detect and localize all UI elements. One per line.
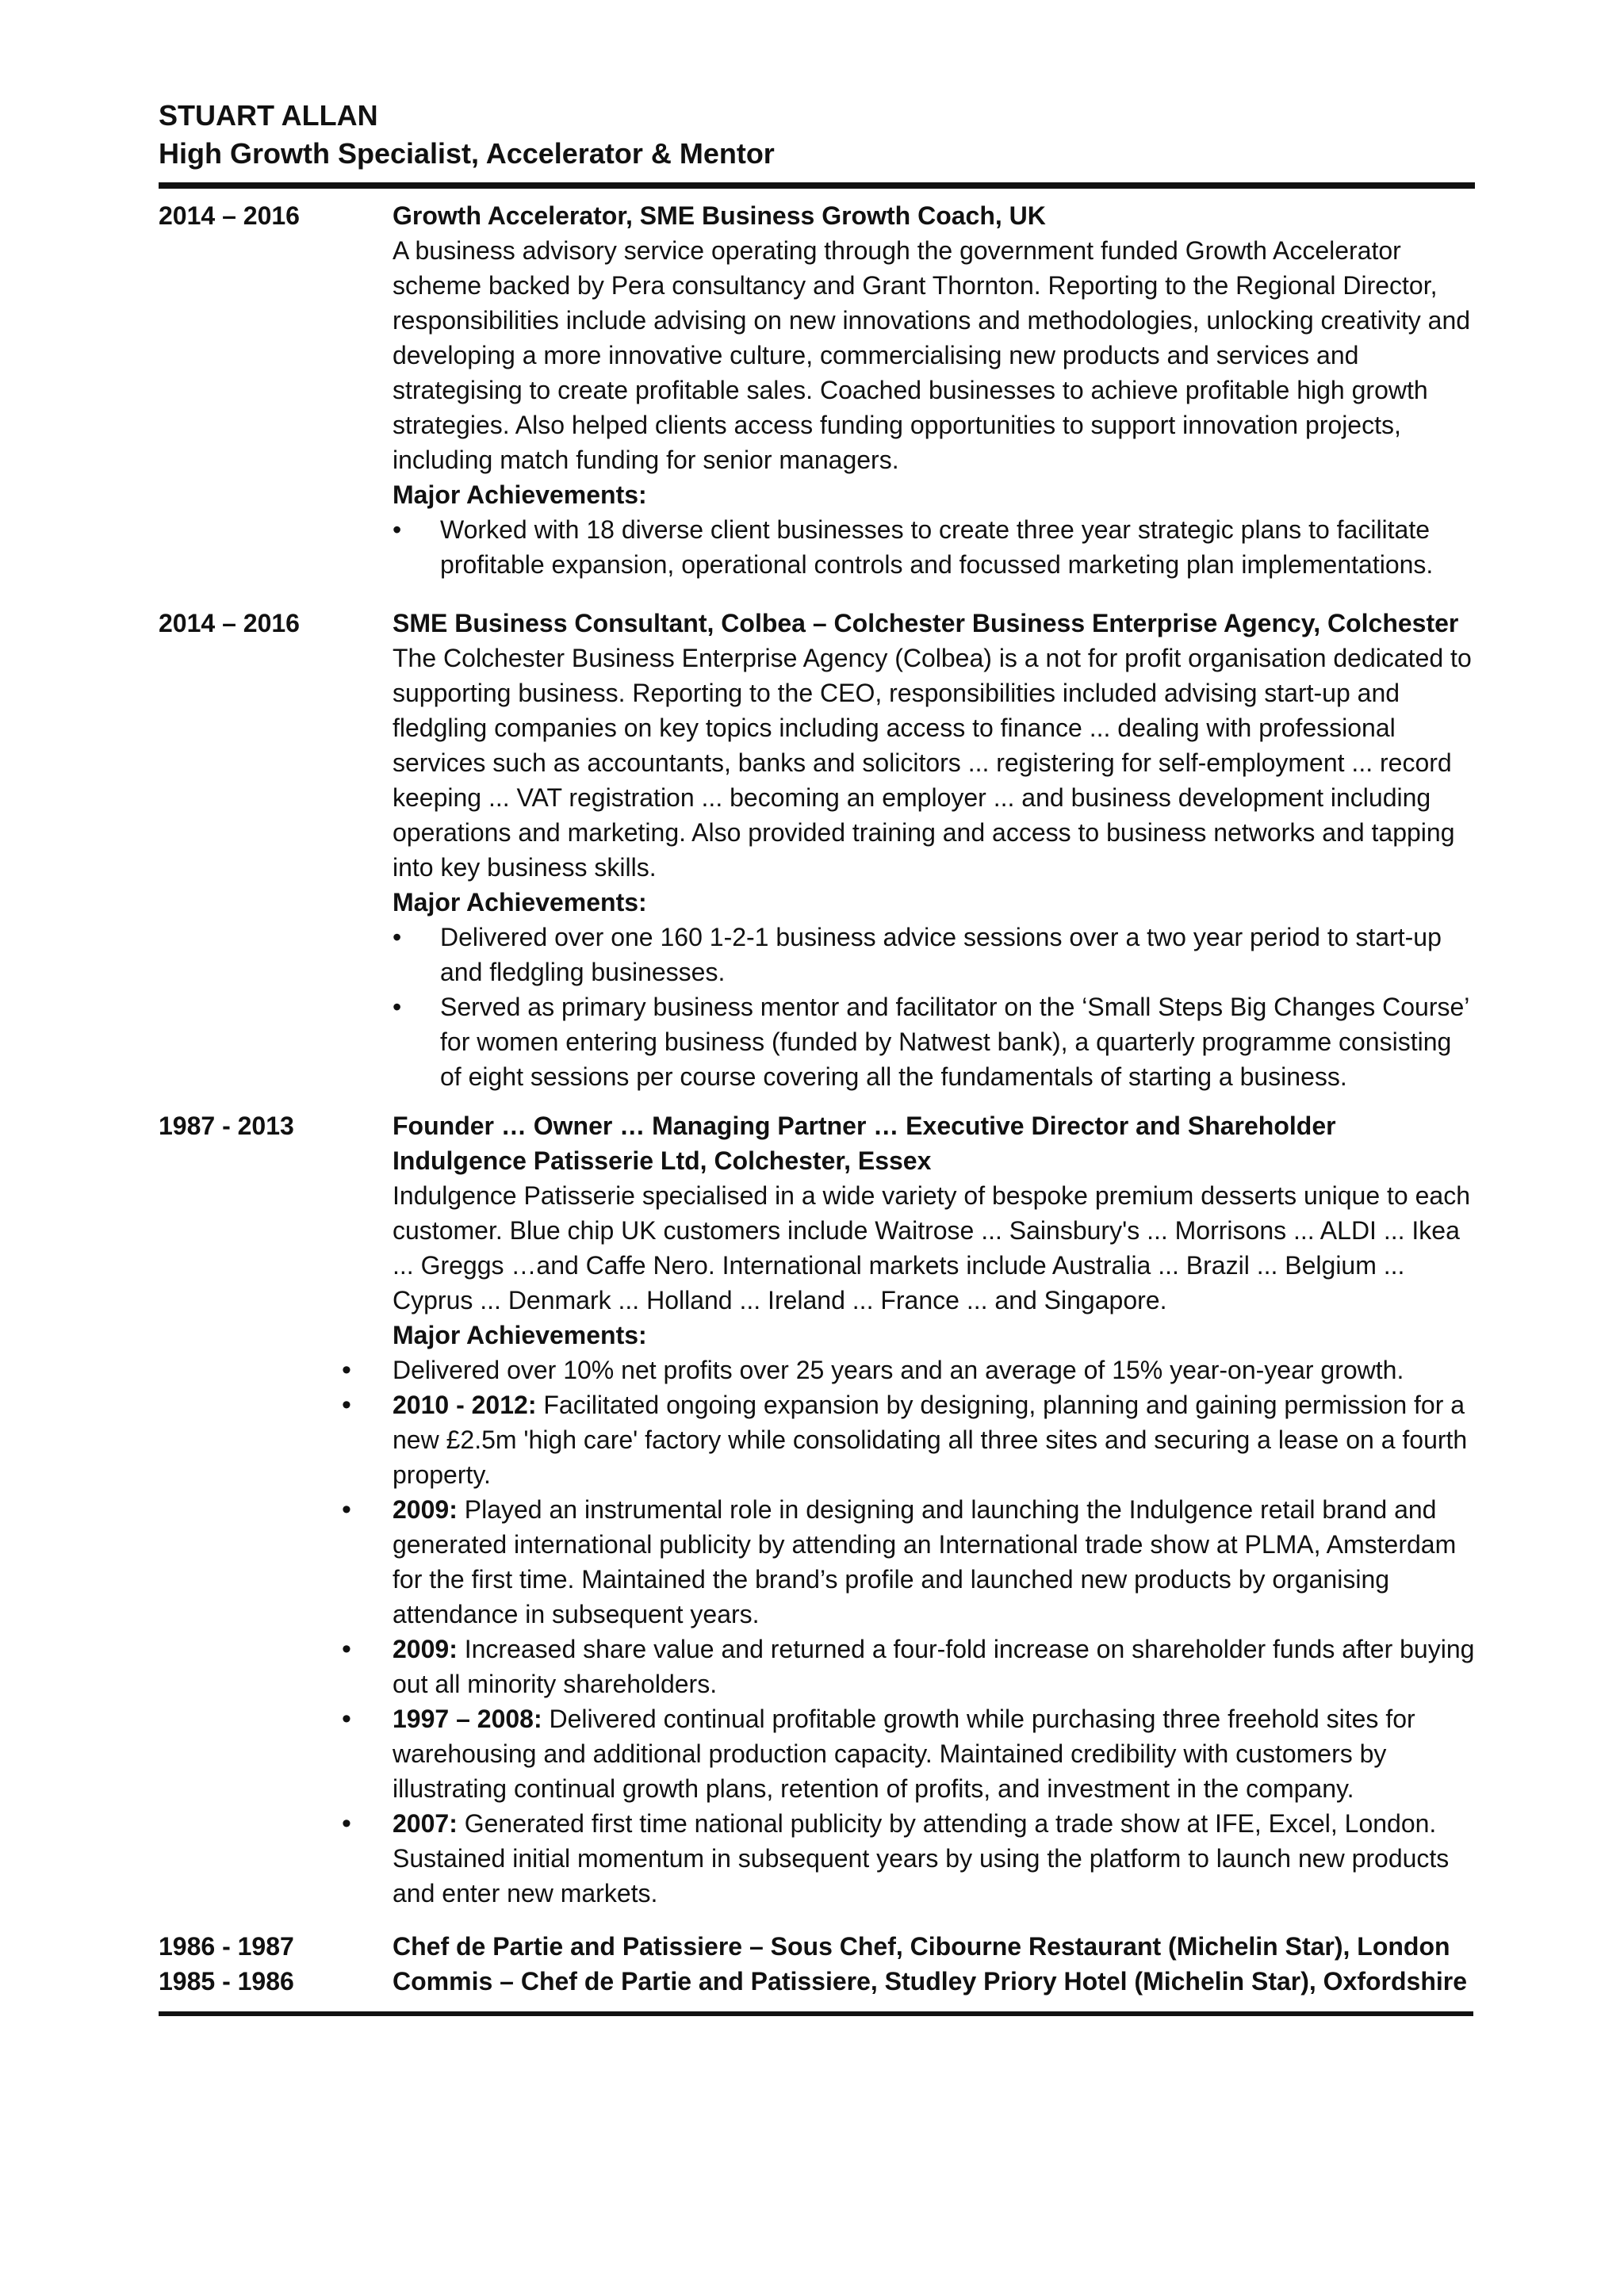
candidate-name: STUART ALLAN <box>159 99 378 132</box>
entry-role: Growth Accelerator, SME Business Growth Coach, UK <box>393 201 1046 230</box>
entry-body <box>393 1929 1479 1999</box>
achievements-label: Major Achievements: <box>393 888 647 916</box>
entry-description: A business advisory service operating through the government funded Growth Accelerator scheme backed by Pera consultancy and Grant Thornton. Reporting to the Regional Director, responsibilities include advising on new innovations and methodologies, unlocking creativity and developing a more innovative culture, commercialising new products and services and strategising to create profitable sales. Coached businesses to achieve profitable high growth strategies. Also helped clients access funding opportunities to support innovation projects, including match funding for senior managers. <box>393 236 1471 474</box>
resume-header <box>159 97 775 173</box>
achievement-text: Generated first time national publicity by attending a trade show at IFE, Excel, London. Sustained initial momentum in subsequent years by using the platform to launch new products and enter new markets. <box>393 1809 1450 1908</box>
entry-date: 1987 - 2013 <box>159 1112 294 1140</box>
chef-dates <box>159 1929 381 1999</box>
achievement-text: Increased share value and returned a four-fold increase on shareholder funds after buying out all minority shareholders. <box>393 1635 1475 1698</box>
entry-body <box>393 606 1479 1094</box>
achievement-text: Delivered over 10% net profits over 25 years and an average of 15% year-on-year growth. <box>393 1356 1404 1384</box>
entry-body <box>393 198 1479 582</box>
experience-entry <box>159 606 1475 1094</box>
achievements-list <box>393 512 1479 582</box>
entry-company: Indulgence Patisserie Ltd, Colchester, Essex <box>393 1146 932 1175</box>
achievement-text: Facilitated ongoing expansion by designing, planning and gaining permission for a new £2.5m 'high care' factory while consolidating all three sites and securing a lease on a fourth property. <box>393 1391 1468 1489</box>
experience-entry <box>159 1108 1475 1911</box>
entry-date: 2014 – 2016 <box>159 609 300 637</box>
entry-date: 2014 – 2016 <box>159 201 300 230</box>
achievements-label: Major Achievements: <box>393 480 647 509</box>
entry-description: Indulgence Patisserie specialised in a wide variety of bespoke premium desserts unique to each customer. Blue chip UK customers include Waitrose ... Sainsbury's ... Morrisons ... ALDI ... Ikea ... Greggs …and Caffe Nero. International markets include Australia ... Brazil ... Belgium ... Cyprus ... Denmark ... Holland ... Ireland ... France ... and Singapore. <box>393 1181 1470 1314</box>
entry-role: Commis – Chef de Partie and Patissiere, Studley Priory Hotel (Michelin Star), Oxfordshire <box>393 1967 1468 1996</box>
achievement-item <box>342 1632 1479 1701</box>
achievement-text: Delivered continual profitable growth while purchasing three freehold sites for warehousing and additional production capacity. Maintained credibility with customers by illustrating continual growth plans, retention of profits, and investment in the company. <box>393 1705 1415 1803</box>
entry-date: 1986 - 1987 <box>159 1932 294 1961</box>
entry-body <box>393 1108 1479 1911</box>
achievement-year: 2007: <box>393 1809 458 1838</box>
entry-role: Chef de Partie and Patissiere – Sous Chef, Cibourne Restaurant (Michelin Star), London <box>393 1932 1450 1961</box>
achievement-item <box>342 1806 1479 1911</box>
entry-role: Founder … Owner … Managing Partner … Executive Director and Shareholder <box>393 1112 1336 1140</box>
achievement-year: 2009: <box>393 1635 458 1663</box>
achievement-year: 1997 – 2008: <box>393 1705 542 1733</box>
chef-roles <box>159 1929 1475 1999</box>
entry-description: The Colchester Business Enterprise Agency (Colbea) is a not for profit organisation dedicated to supporting business. Reporting to the CEO, responsibilities included advising start-up and fledgling companies on key topics including access to finance ... dealing with professional services such as accountants, banks and solicitors ... registering for self-employment ... record keeping ... VAT registration ... becoming an employer ... and business development including operations and marketing. Also provided training and access to business networks and tapping into key business skills. <box>393 644 1472 882</box>
achievement-item <box>342 1492 1479 1632</box>
achievements-list <box>342 1353 1479 1911</box>
entry-date: 1985 - 1986 <box>159 1967 294 1996</box>
achievement-item: • Delivered over one 160 1-2-1 business advice sessions over a two year period to start-up and fledgling businesses. <box>393 920 1479 989</box>
entry-role: SME Business Consultant, Colbea – Colchester Business Enterprise Agency, Colchester <box>393 609 1459 637</box>
experience-entry <box>159 198 1475 582</box>
achievements-list <box>393 920 1479 1094</box>
achievement-item <box>342 1701 1479 1806</box>
achievement-item: • Served as primary business mentor and facilitator on the ‘Small Steps Big Changes Course’ for women entering business (funded by Natwest bank), a quarterly programme consisting of eight sessions per course covering all the fundamentals of starting a business. <box>393 989 1479 1094</box>
achievement-item: • Worked with 18 diverse client businesses to create three year strategic plans to facilitate profitable expansion, operational controls and focussed marketing plan implementations. <box>393 512 1479 582</box>
candidate-title: High Growth Specialist, Accelerator & Mentor <box>159 137 775 170</box>
achievement-text: Played an instrumental role in designing and launching the Indulgence retail brand and generated international publicity by attending an International trade show at PLMA, Amsterdam for the first time. Maintained the brand’s profile and launched new products by organising attendance in subsequent years. <box>393 1495 1457 1628</box>
achievement-year: 2010 - 2012: <box>393 1391 537 1419</box>
achievements-label: Major Achievements: <box>393 1321 647 1349</box>
bottom-divider <box>159 2011 1473 2016</box>
top-divider <box>159 182 1475 189</box>
achievement-item <box>342 1353 1479 1387</box>
achievement-item <box>342 1387 1479 1492</box>
achievement-year: 2009: <box>393 1495 458 1524</box>
